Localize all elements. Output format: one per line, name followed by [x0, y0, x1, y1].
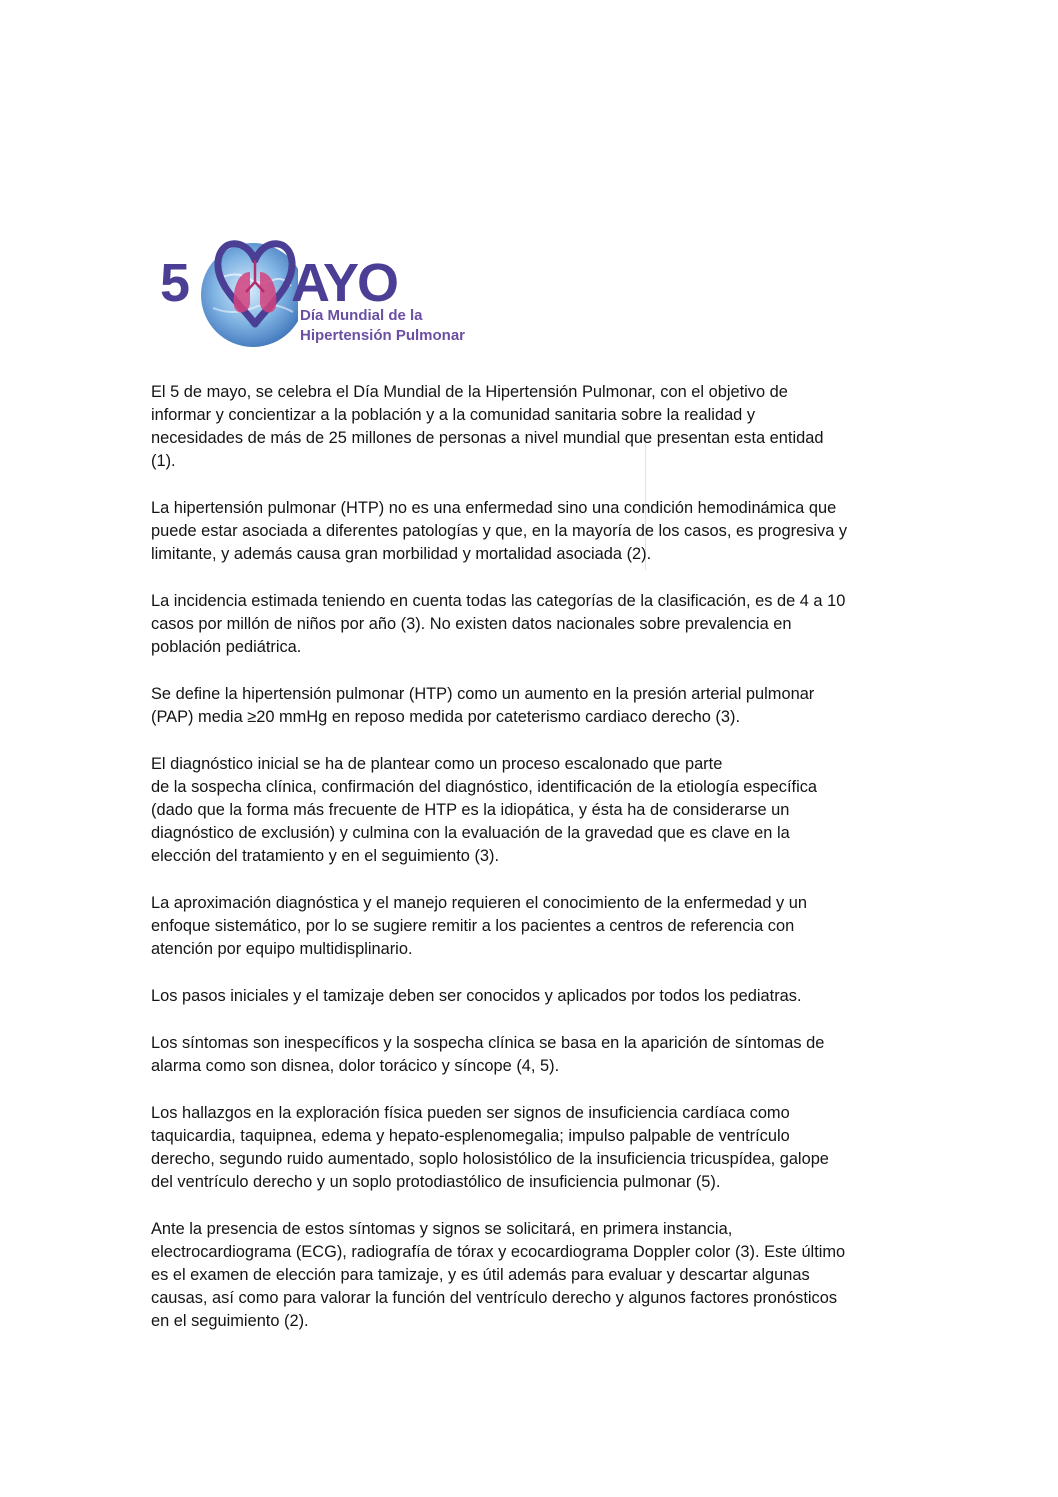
article-body [151, 381, 921, 1357]
logo-number: 5 [160, 253, 190, 313]
text-line: enfoque sistemático, por lo se sugiere remitir a los pacientes a centros de referencia con [151, 917, 795, 935]
paragraph [151, 497, 921, 566]
paragraph [151, 1102, 921, 1194]
text-line: Los síntomas son inespecíficos y la sospecha clínica se basa en la aparición de síntomas de [151, 1034, 825, 1052]
logo-subtitle-line-1: Día Mundial de la [300, 307, 423, 324]
paragraph [151, 381, 921, 473]
text-line: taquicardia, taquipnea, edema y hepato-esplenomegalia; impulso palpable de ventrículo [151, 1127, 790, 1145]
logo-subtitle-line-2: Hipertensión Pulmonar [300, 327, 466, 344]
text-line: diagnóstico de exclusión) y culmina con la evaluación de la gravedad que es clave en la [151, 824, 790, 842]
text-line: Se define la hipertensión pulmonar (HTP) como un aumento en la presión arterial pulmonar [151, 685, 815, 703]
text-line: población pediátrica. [151, 638, 302, 656]
text-line: del ventrículo derecho y un soplo protodiastólico de insuficiencia pulmonar (5). [151, 1173, 721, 1191]
text-line: La hipertensión pulmonar (HTP) no es una enfermedad sino una condición hemodinámica que [151, 499, 837, 517]
text-line: (dado que la forma más frecuente de HTP es la idiopática, y ésta ha de considerarse un [151, 801, 790, 819]
text-line: El 5 de mayo, se celebra el Día Mundial de la Hipertensión Pulmonar, con el objetivo de [151, 383, 788, 401]
text-line: elección del tratamiento y en el seguimiento (3). [151, 847, 500, 865]
paragraph [151, 1218, 921, 1333]
text-line: Los pasos iniciales y el tamizaje deben ser conocidos y aplicados por todos los pediatras. [151, 987, 802, 1005]
text-line: derecho, segundo ruido aumentado, soplo holosistólico de la insuficiencia tricuspídea, galope [151, 1150, 829, 1168]
text-line: La aproximación diagnóstica y el manejo requieren el conocimiento de la enfermedad y un [151, 894, 808, 912]
text-line: necesidades de más de 25 millones de personas a nivel mundial que presentan esta entidad [151, 429, 824, 447]
paragraph [151, 985, 921, 1008]
paragraph [151, 683, 921, 729]
text-line: La incidencia estimada teniendo en cuenta todas las categorías de la clasificación, es de 4 a 10 [151, 592, 846, 610]
paragraph [151, 753, 921, 868]
text-line: alarma como son disnea, dolor torácico y síncope (4, 5). [151, 1057, 560, 1075]
text-line: El diagnóstico inicial se ha de plantear como un proceso escalonado que parte [151, 755, 723, 773]
text-line: electrocardiograma (ECG), radiografía de tórax y ecocardiograma Doppler color (3). Este último [151, 1243, 846, 1261]
text-line: Los hallazgos en la exploración física pueden ser signos de insuficiencia cardíaca como [151, 1104, 790, 1122]
text-line: (PAP) media ≥20 mmHg en reposo medida por cateterismo cardiaco derecho (3). [151, 708, 740, 726]
paragraph [151, 1032, 921, 1078]
logo-word: AYO [291, 253, 398, 313]
text-line: Ante la presencia de estos síntomas y signos se solicitará, en primera instancia, [151, 1220, 733, 1238]
text-line: atención por equipo multidisplinario. [151, 940, 413, 958]
text-line: en el seguimiento (2). [151, 1312, 309, 1330]
text-line: de la sospecha clínica, confirmación del diagnóstico, identificación de la etiología específica [151, 778, 818, 796]
text-line: limitante, y además causa gran morbilidad y mortalidad asociada (2). [151, 545, 652, 563]
text-line: causas, así como para valorar la función del ventrículo derecho y algunos factores pronósticos [151, 1289, 838, 1307]
paragraph [151, 892, 921, 961]
text-line: puede estar asociada a diferentes patologías y que, en la mayoría de los casos, es progresiva y [151, 522, 848, 540]
text-line: es el examen de elección para tamizaje, y es útil además para evaluar y descartar algunas [151, 1266, 810, 1284]
campaign-logo [158, 220, 490, 360]
text-line: informar y concientizar a la población y a la comunidad sanitaria sobre la realidad y [151, 406, 756, 424]
text-line: casos por millón de niños por año (3). No existen datos nacionales sobre prevalencia en [151, 615, 792, 633]
text-line: (1). [151, 452, 176, 470]
paragraph [151, 590, 921, 659]
